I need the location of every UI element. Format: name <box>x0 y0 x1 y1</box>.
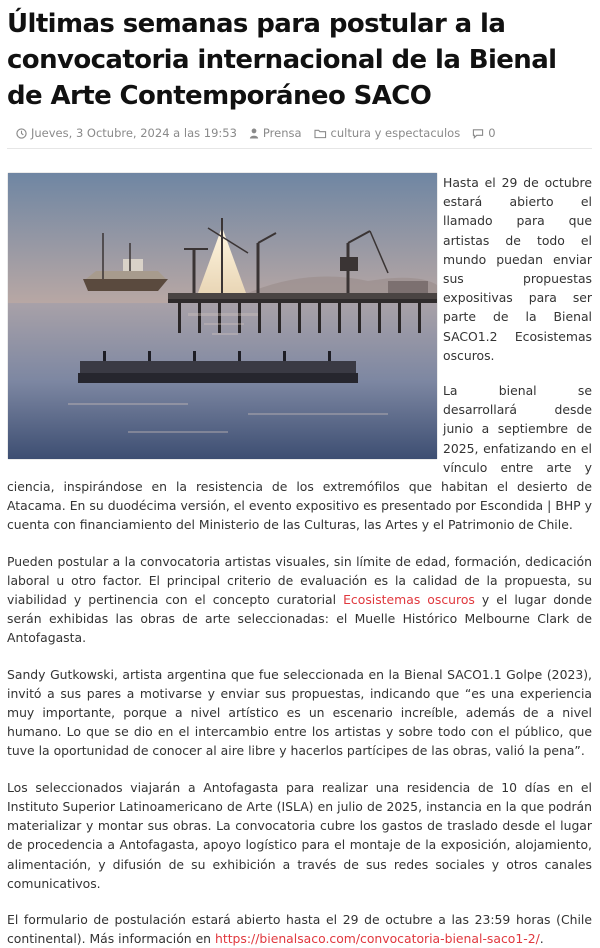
article-body <box>7 173 592 948</box>
paragraph-6-text-a: El formulario de postulación estará abierto hasta el 29 de octubre a las 23:59 horas (Chile continental). Más información en <box>7 911 592 947</box>
article-title: Últimas semanas para postular a la convocatoria internacional de la Bienal de Arte Contemporáneo SACO <box>7 9 557 111</box>
meta-date-text: Jueves, 3 Octubre, 2024 a las 19:53 <box>31 126 237 140</box>
meta-date <box>16 126 237 140</box>
paragraph-6-text-b: . <box>539 931 544 947</box>
ecosistemas-oscuros-link[interactable]: Ecosistemas oscuros <box>343 592 475 608</box>
paragraph-5: Los seleccionados viajarán a Antofagasta para realizar una residencia de 10 días en el Instituto Superior Latinoamericano de Arte (ISLA) en julio de 2025, instancia en la que podrán materializar y montar sus obras. La convocatoria cubre los gastos de traslado desde el lugar de procedencia a Antofagasta, apoyo logístico para el montaje de la exposición, alojamiento, alimentación, y difusión de su exhibición a través de sus redes sociales y otros canales comunicativos. <box>7 779 592 891</box>
paragraph-4: Sandy Gutkowski, artista argentina que fue seleccionada en la Bienal SACO1.1 Golpe (2023), invitó a sus pares a motivarse y enviar sus propuestas, indicando que “es una experiencia muy importante, porque a nivel artístico es un escenario increíble, además de a nivel humano. Lo que se dio en el intercambio entre los artistas y sobre todo con el público, que tuve la oportunidad de conocer al aire libre y hacerlos partícipes de las obras, valió la pena”. <box>7 666 592 759</box>
meta-category[interactable] <box>314 126 461 140</box>
paragraph-6 <box>7 910 592 948</box>
meta-author-text[interactable]: Prensa <box>262 126 302 140</box>
meta-comments[interactable] <box>472 126 495 140</box>
meta-category-text[interactable]: cultura y espectaculos <box>330 126 461 140</box>
paragraph-2: La bienal se desarrollará desde junio a septiembre de 2025, enfatizando en el vínculo entre arte y ciencia, inspirándose en la resistencia de los extremófilos que habitan el desierto de Atacama. En su duodécima versión, el evento expositivo es presentado por Escondida | BHP y cuenta con financiamiento del Ministerio de las Culturas, las Artes y el Patrimonio de Chile. <box>7 383 592 533</box>
folder-icon <box>314 128 327 139</box>
article-photo <box>8 173 437 459</box>
article-meta <box>7 126 592 149</box>
paragraph-1: Hasta el 29 de octubre estará abierto el llamado para que artistas de todo el mundo puedan enviar sus propuestas expositivas para ser parte de la Bienal SACO1.2 Ecosistemas oscuros. <box>443 175 592 363</box>
paragraph-3-text-a: Pueden postular a la convocatoria artistas visuales, sin límite de edad, formación, dedicación laboral u otro factor. El principal criterio de evaluación es la calidad de la propuesta, su viabilidad y pertinencia con el concepto curatorial <box>7 553 592 608</box>
clock-icon <box>16 128 27 139</box>
comment-icon <box>472 128 484 139</box>
user-icon <box>249 128 259 139</box>
meta-comments-count[interactable]: 0 <box>488 126 496 140</box>
meta-author[interactable] <box>249 126 302 140</box>
bienal-saco-link[interactable]: https://bienalsaco.com/convocatoria-bienal-saco1-2/ <box>214 931 540 947</box>
paragraph-3-text-b: y el lugar donde serán exhibidas las obras de arte seleccionadas: el Muelle Histórico Melbourne Clark de Antofagasta. <box>7 592 592 646</box>
paragraph-3 <box>7 552 592 648</box>
